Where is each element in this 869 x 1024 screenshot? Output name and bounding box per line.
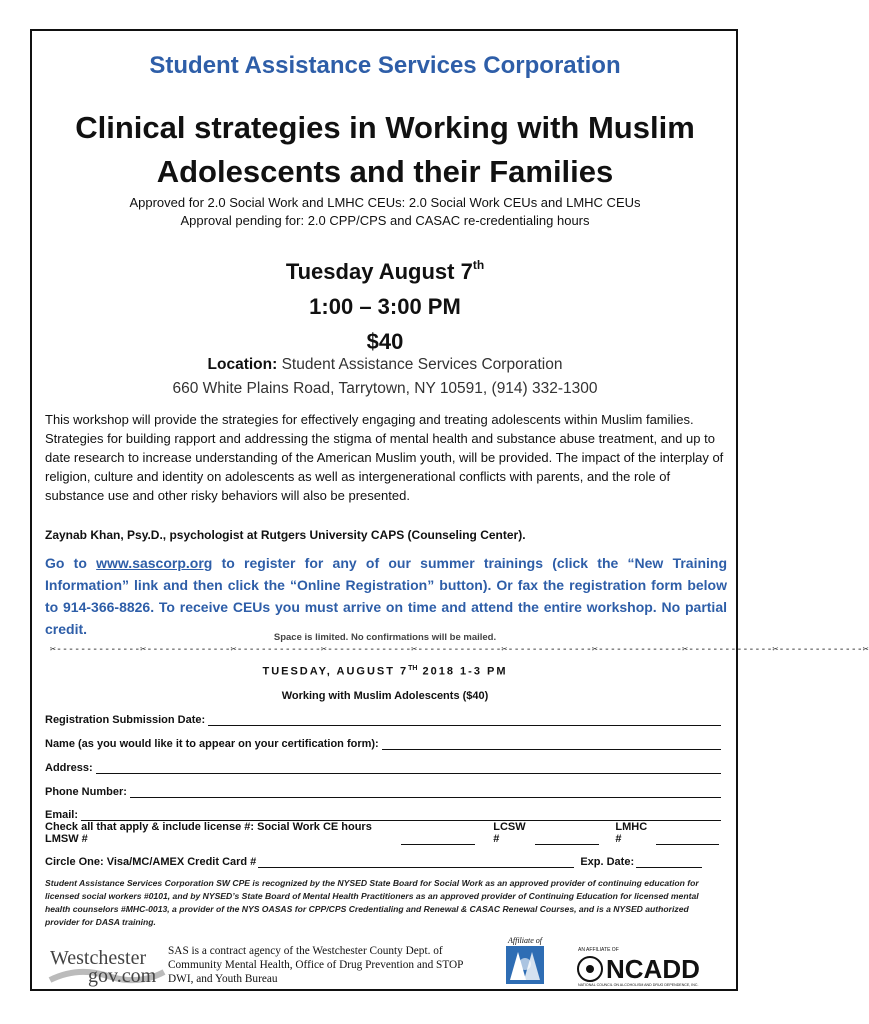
location-name: Student Assistance Services Corporation	[281, 356, 563, 373]
license-field[interactable]: Check all that apply & include license #: Social Work CE hours LMSW # LCSW # LMHC #	[45, 829, 721, 845]
page-title	[0, 106, 770, 194]
contract-agency-note: SAS is a contract agency of the Westchester County Dept. of Community Mental Health, Office of Drug Prevention and STOP DWI, and Youth Bureau	[168, 945, 464, 985]
credit-card-input[interactable]	[258, 856, 574, 868]
org-name: Student Assistance Services Corporation	[149, 52, 621, 79]
exp-date-input[interactable]	[636, 856, 702, 868]
westchester-logo	[48, 946, 166, 986]
payment-field[interactable]: Circle One: Visa/MC/AMEX Credit Card # Exp. Date:	[45, 852, 721, 868]
approval-info	[0, 194, 770, 230]
ncadd-logo	[574, 944, 724, 988]
event-time: 1:00 – 3:00 PM	[309, 294, 461, 319]
lcsw-input[interactable]	[535, 833, 600, 845]
lmhc-input[interactable]	[656, 833, 719, 845]
phone-field[interactable]: Phone Number:	[45, 782, 721, 798]
sascorp-link[interactable]: www.sascorp.org	[96, 555, 213, 571]
naadac-logo	[500, 936, 550, 986]
svg-text:Westchester: Westchester	[50, 947, 147, 969]
svg-text:AN AFFILIATE OF: AN AFFILIATE OF	[578, 947, 619, 953]
svg-text:NATIONAL COUNCIL ON ALCOHOLISM: NATIONAL COUNCIL ON ALCOHOLISM AND DRUG DEPENDENCE, INC.	[578, 983, 699, 987]
location-block	[0, 353, 770, 401]
registration-date: TUESDAY, AUGUST 7TH 2018 1-3 PM	[262, 665, 508, 678]
svg-text:NCADD: NCADD	[606, 954, 700, 984]
event-datetime	[0, 248, 770, 359]
email-field[interactable]: Email:	[45, 805, 721, 821]
approval-pending-line: Approval pending for: 2.0 CPP/CPS and CASAC re-credentialing hours	[180, 213, 590, 228]
location-line	[0, 353, 770, 377]
workshop-description: This workshop will provide the strategies for effectively engaging and treating adolescents within Muslim families. Strategies for building rapport and addressing the stigma of mental health and substance abuse treatment, and up to date research to increase understanding of the American Muslim youth, will be provided. The impact of the interplay of religion, culture and identity on adolescents as well as intergenerational conflicts with parents, and the role of substance use and other risky behaviors will also be presented.	[45, 412, 724, 503]
event-date: Tuesday August 7th	[285, 258, 485, 284]
space-note: Space is limited. No confirmations will be mailed.	[273, 632, 497, 643]
accreditation-fine-print: Student Assistance Services Corporation SW CPE is recognized by the NYSED State Board for Social Work as an approved provider of continuing education for licensed social workers #0101, and by NYSED’s State Board of Mental Health Practitioners as an approved provider of Continuing Education for licensed mental health counselors #MHC-0013, a provider of the NYS OASAS for CPP/CPS Credentialing and Renewal & CASAC Renewal Courses, and is a NYSED authorized provider for DASA training.	[45, 878, 699, 927]
address-field[interactable]: Address:	[45, 758, 721, 774]
title-line-2: Adolescents and their Families	[156, 154, 614, 189]
svg-text:Affiliate of: Affiliate of	[508, 936, 542, 945]
submission-date-field[interactable]: Registration Submission Date:	[45, 710, 721, 726]
speaker-info: Zaynab Khan, Psy.D., psychologist at Rutgers University CAPS (Counseling Center).	[45, 528, 526, 542]
location-address: 660 White Plains Road, Tarrytown, NY 10591, (914) 332-1300	[172, 380, 598, 397]
name-field[interactable]: Name (as you would like it to appear on your certification form):	[45, 734, 721, 750]
lmsw-input[interactable]	[401, 833, 475, 845]
svg-text:gov.com: gov.com	[88, 965, 157, 987]
cut-line: ✂--------------✂--------------✂--------------✂--------------✂--------------✂--------------✂--------------✂--------------✂--------------✂	[50, 644, 869, 655]
location-label: Location:	[207, 356, 278, 373]
approved-line: Approved for 2.0 Social Work and LMHC CEUs: 2.0 Social Work CEUs and LMHC CEUs	[129, 195, 641, 210]
registration-instructions: Go to www.sascorp.org to register for any of our summer trainings (click the “New Training Information” link and then click the “Online Registration” button). Or fax the registration form below to 914-366-8826. To receive CEUs you must arrive on time and attend the entire workshop. No partial credit.	[45, 555, 728, 637]
registration-title: Working with Muslim Adolescents ($40)	[281, 690, 489, 702]
event-price: $40	[366, 329, 404, 354]
title-line-1: Clinical strategies in Working with Muslim	[75, 110, 695, 145]
